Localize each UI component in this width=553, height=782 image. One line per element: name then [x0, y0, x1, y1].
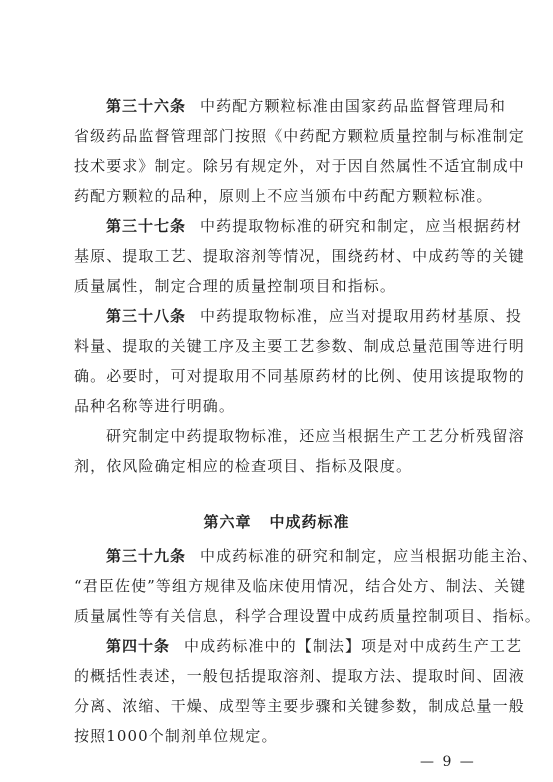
article-40-line-3: 分离、浓缩、干燥、成型等主要步骤和关键参数，制成总量一般	[74, 697, 525, 715]
article-39-text-1: 中成药标准的研究和制定，应当根据功能主治、	[200, 547, 539, 565]
article-37-line-2: 基原、提取工艺、提取溶剂等情况，围绕药材、中成药等的关键	[74, 247, 525, 265]
article-38-line-3: 确。必要时，可对提取用不同基原药材的比例、使用该提取物的	[74, 367, 525, 385]
article-36-line-4: 药配方颗粒的品种，原则上不应当颁布中药配方颗粒标准。	[74, 187, 493, 205]
chapter-heading	[0, 512, 553, 532]
article-37-line-3: 质量属性，制定合理的质量控制项目和指标。	[74, 277, 397, 295]
page-number: — 9 —	[420, 754, 476, 770]
article-38-text-1: 中药提取物标准，应当对提取用药材基原、投	[200, 307, 523, 325]
chapter-title: 中成药标准	[269, 513, 350, 531]
article-39-line-3: 质量属性等有关信息，科学合理设置中成药质量控制项目、指标。	[74, 607, 541, 625]
article-38-line-1	[106, 306, 522, 326]
article-36-text-1: 中药配方颗粒标准由国家药品监督管理局和	[200, 97, 506, 115]
article-36-line-1	[106, 96, 506, 116]
article-40-text-1: 中成药标准中的【制法】项是对中成药生产工艺	[184, 637, 523, 655]
article-37-heading: 第三十七条	[106, 217, 187, 235]
article-37-text-1: 中药提取物标准的研究和制定，应当根据药材	[200, 217, 523, 235]
article-40-line-1	[106, 636, 522, 656]
article-40-line-2: 的概括性表述，一般包括提取溶剂、提取方法、提取时间、固液	[74, 667, 525, 685]
article-39-line-1	[106, 546, 538, 566]
article-36-line-2: 省级药品监督管理部门按照《中药配方颗粒质量控制与标准制定	[74, 127, 525, 145]
article-40-line-4: 按照1000个制剂单位规定。	[74, 727, 278, 745]
article-36-line-3: 技术要求》制定。除另有规定外，对于因自然属性不适宜制成中	[74, 157, 525, 175]
paragraph-residual-solvent-line-1: 研究制定中药提取物标准，还应当根据生产工艺分析残留溶	[106, 427, 525, 445]
article-37-line-1	[106, 216, 522, 236]
article-38-heading: 第三十八条	[106, 307, 187, 325]
paragraph-residual-solvent-line-2: 剂，依风险确定相应的检查项目、指标及限度。	[74, 457, 413, 475]
article-39-line-2: “君臣佐使”等组方规律及临床使用情况，结合处方、制法、关键	[74, 577, 527, 595]
article-39-heading: 第三十九条	[106, 547, 187, 565]
article-38-line-2: 料量、提取的关键工序及主要工艺参数、制成总量范围等进行明	[74, 337, 525, 355]
chapter-number: 第六章	[203, 513, 252, 531]
article-38-line-4: 品种名称等进行明确。	[74, 397, 236, 415]
article-40-heading: 第四十条	[106, 637, 171, 655]
article-36-heading: 第三十六条	[106, 97, 187, 115]
